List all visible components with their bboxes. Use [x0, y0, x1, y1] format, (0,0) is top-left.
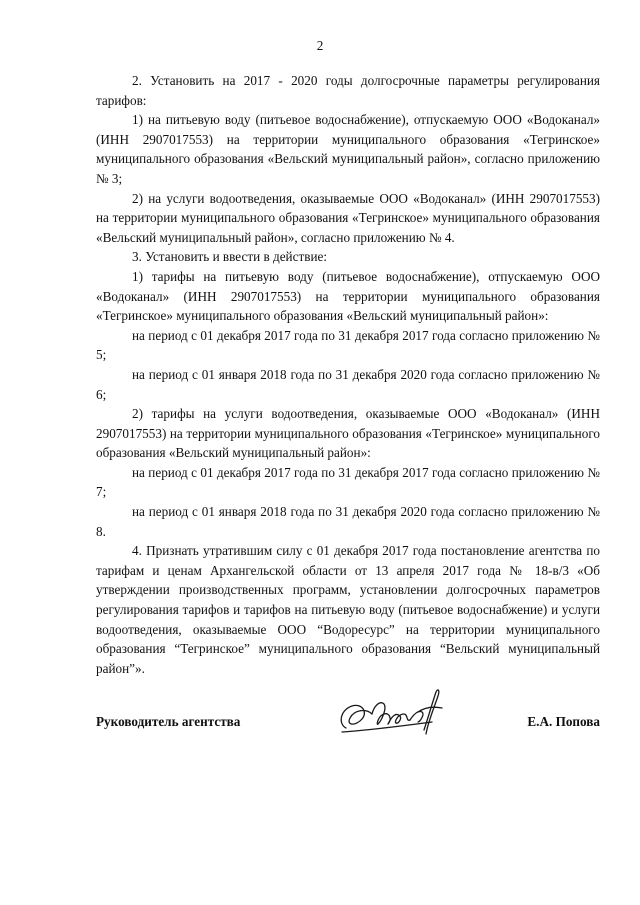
paragraph-3-item-1-period-2: на период с 01 января 2018 года по 31 декабря 2020 года согласно приложению № 6;: [96, 366, 600, 402]
paragraph-3-item-2-period-1: на период с 01 декабря 2017 года по 31 декабря 2017 года согласно приложению № 7;: [96, 464, 600, 500]
paragraph-3-item-1: 1) тарифы на питьевую воду (питьевое водоснабжение), отпускаемую ООО «Водоканал» (ИНН 2907017553) на территории муниципального образования «Тегринское» муниципального образования «Вельский муниципальный район»:: [96, 268, 600, 324]
handwritten-signature: [332, 686, 452, 742]
paragraph-2-item-1: 1) на питьевую воду (питьевое водоснабжение), отпускаемую ООО «Водоканал» (ИНН 2907017553) на территории муниципального образования «Тегринское» муниципального образования «Вельский муниципальный район», согласно приложению № 3;: [96, 112, 600, 186]
paragraph-2-item-2: 2) на услуги водоотведения, оказываемые ООО «Водоканал» (ИНН 2907017553) на территории муниципального образования «Тегринское» муниципального образования «Вельский муниципальный район», согласно приложению № 4.: [96, 190, 600, 245]
page-number: 2: [316, 38, 324, 53]
paragraph-4: 4. Признать утратившим силу с 01 декабря 2017 года постановление агентства по тарифам и ценам Архангельской области от 13 апреля 2017 года № 18-в/3 «Об утверждении производственных программ, установлении долгосрочных параметров регулирования тарифов и тарифов на питьевую воду (питьевое водоснабжение) и услуги водоотведения, оказываемые ООО “Водоресурс” на территории муниципального образования “Тегринское” муниципального образования “Вельский муниципальный район”».: [96, 543, 600, 676]
signatory-name: Е.А. Попова: [527, 714, 600, 729]
paragraph-3-item-2-period-2: на период с 01 января 2018 года по 31 декабря 2020 года согласно приложению № 8.: [96, 504, 600, 539]
document-body: [96, 71, 600, 678]
signature-block: [96, 686, 600, 746]
paragraph-2-intro: 2. Установить на 2017 - 2020 годы долгосрочные параметры регулирования тарифов:: [96, 73, 600, 108]
signatory-title: Руководитель агентства: [96, 714, 241, 729]
paragraph-3-intro: 3. Установить и ввести в действие:: [132, 249, 328, 265]
paragraph-3-item-2: 2) тарифы на услуги водоотведения, оказываемые ООО «Водоканал» (ИНН 2907017553) на территории муниципального образования «Тегринское» муниципального образования «Вельский муниципальный район»:: [96, 406, 600, 461]
paragraph-3-item-1-period-1: на период с 01 декабря 2017 года по 31 декабря 2017 года согласно приложению № 5;: [96, 327, 600, 363]
